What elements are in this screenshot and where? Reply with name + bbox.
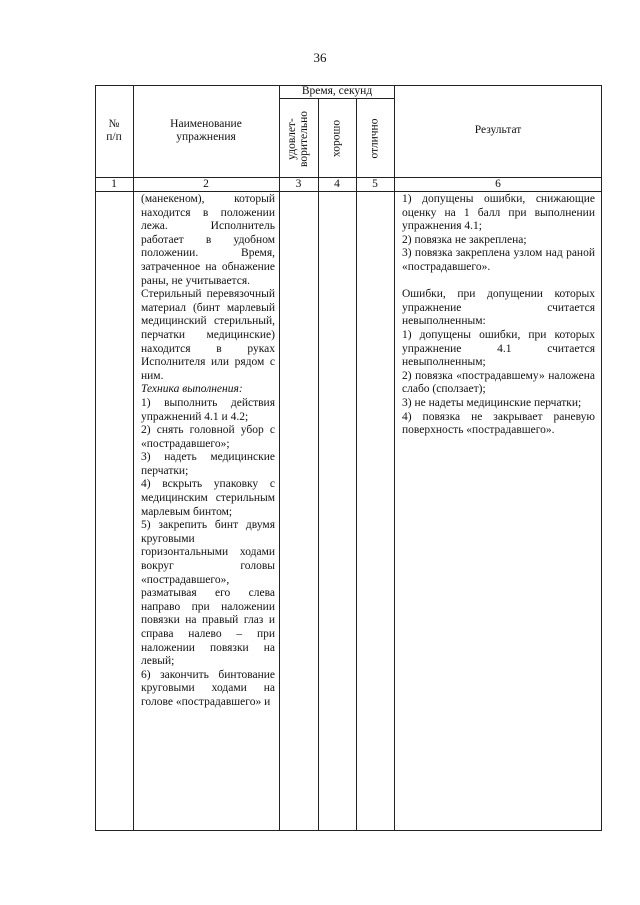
header-exercise-name-line2: упражнения <box>176 131 236 143</box>
technique-step: 5) закрепить бинт двумя круговыми горизонтальными ходами вокруг головы «пострадавшего», разматывая его слева направо при наложении повязки на правый глаз и справа налево – при наложении повязки на левый; <box>141 519 275 668</box>
exercise-description <box>141 193 275 710</box>
column-number-2: 2 <box>203 178 209 190</box>
header-result: Результат <box>474 124 522 136</box>
column-number-1: 1 <box>111 178 117 190</box>
exercise-paragraph: Стерильный перевязочный материал (бинт марлевый медицинский стерильный, перчатки медицинские) находится в руках Исполнителя или рядом с ним. <box>141 288 275 382</box>
result-error: 1) допущены ошибки, снижающие оценку на 1 балл при выполнении упражнения 4.1; <box>402 193 595 233</box>
column-number-5: 5 <box>372 178 378 190</box>
header-number <box>95 118 133 144</box>
header-time-satisfactory <box>286 100 312 178</box>
header-time-satisfactory-line1: удовлет- <box>286 118 298 160</box>
header-time-excellent: отлично <box>368 118 381 159</box>
result-fail-item: 2) повязка «пострадавшему» наложена слабо (сползает); <box>402 369 595 396</box>
page-number: 36 <box>313 50 327 65</box>
header-time-satisfactory-line2: ворительно <box>298 110 310 168</box>
technique-step: 2) снять головной убор с «пострадавшего»; <box>141 424 275 450</box>
column-number-6: 6 <box>495 178 501 190</box>
technique-step: 3) надеть медицинские перчатки; <box>141 451 275 477</box>
result-fail-item: 4) повязка не закрывает раневую поверхность «пострадавшего». <box>402 410 595 437</box>
result-description <box>402 193 595 438</box>
header-time-group: Время, секунд <box>301 85 373 97</box>
technique-title: Техника выполнения: <box>141 383 243 396</box>
technique-step: 4) вскрыть упаковку с медицинским стерильным марлевым бинтом; <box>141 478 275 518</box>
result-fail-item: 3) не надеты медицинские перчатки; <box>402 396 582 409</box>
column-number-3: 3 <box>295 178 302 190</box>
header-exercise-name-line1: Наименование <box>170 118 242 130</box>
header-exercise-name <box>133 118 279 144</box>
header-number-sign: № <box>108 118 120 130</box>
technique-step: 6) закончить бинтование круговыми ходами на голове «пострадавшего» и <box>141 668 275 708</box>
column-number-4: 4 <box>334 178 340 190</box>
result-error: 3) повязка закреплена узлом над раной «пострадавшего». <box>402 247 595 273</box>
result-fail-item: 1) допущены ошибки, при которых упражнение 4.1 считается невыполненным; <box>402 328 595 369</box>
result-fail-title: Ошибки, при допущении которых упражнение считается невыполненным: <box>402 288 595 328</box>
header-time-good: хорошо <box>330 119 343 158</box>
exercise-paragraph: (манекеном), который находится в положении лежа. Исполнитель работает в удобном положении. Время, затраченное на обнажение раны, не учитывается. <box>141 193 275 287</box>
result-error: 2) повязка не закреплена; <box>402 233 527 246</box>
technique-step: 1) выполнить действия упражнений 4.1 и 4.2; <box>141 396 275 423</box>
header-number-label: п/п <box>106 131 122 143</box>
